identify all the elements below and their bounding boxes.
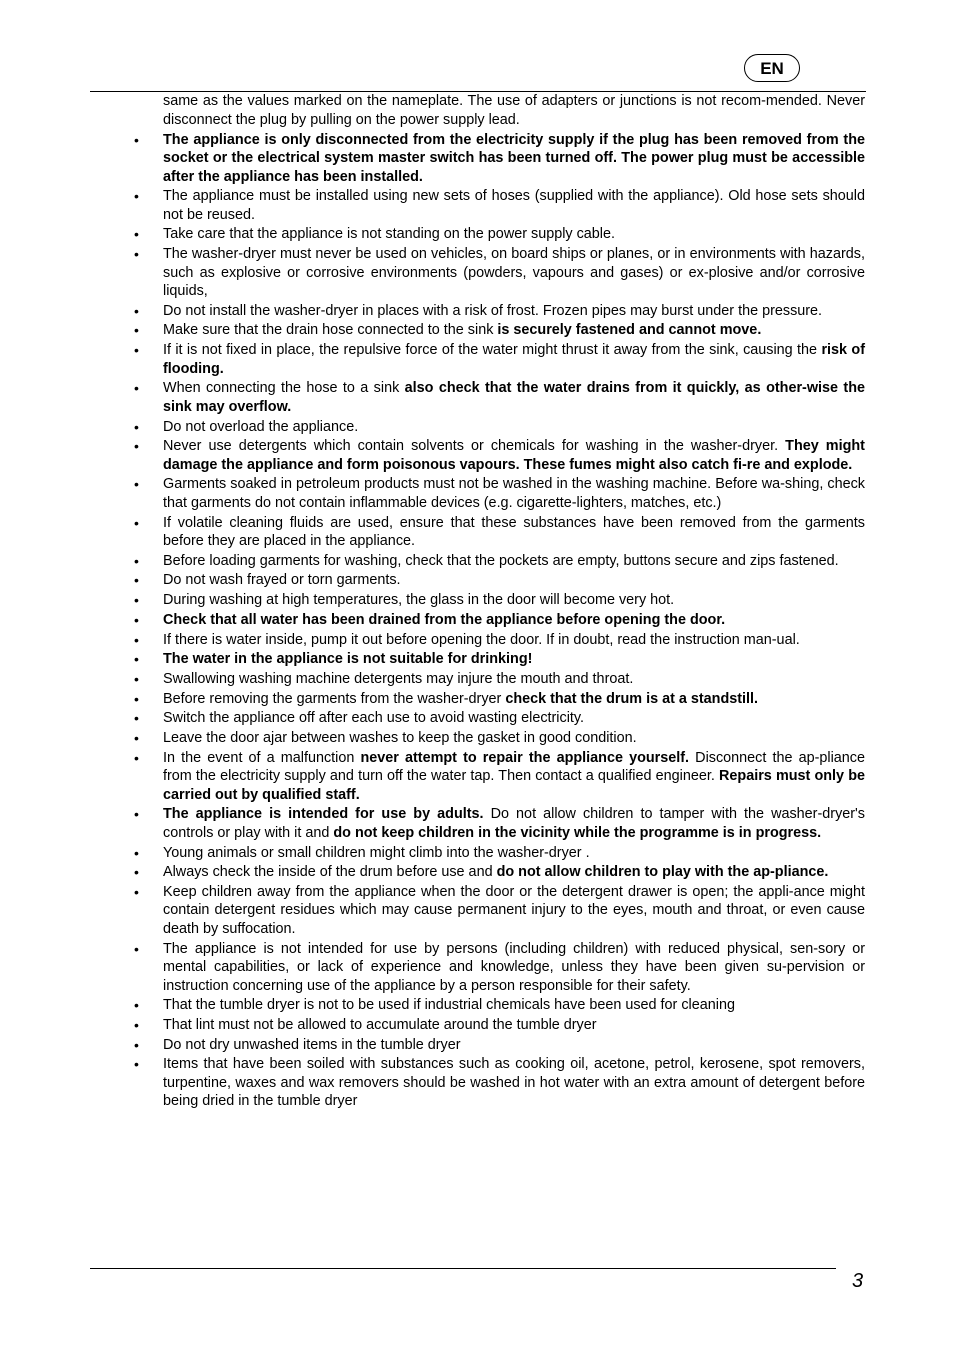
list-item <box>163 709 865 728</box>
list-item <box>163 591 865 610</box>
list-item <box>163 611 865 630</box>
list-item <box>163 883 865 939</box>
list-item <box>163 418 865 437</box>
list-item <box>163 437 865 474</box>
list-item <box>163 302 865 321</box>
list-item <box>163 571 865 590</box>
footer-rule <box>90 1268 836 1269</box>
text: Do not dry unwashed items in the tumble dryer <box>163 1036 461 1053</box>
list-item <box>163 805 865 842</box>
text: That the tumble dryer is not to be used if industrial chemicals have been used for cleaning <box>163 997 735 1014</box>
list-item <box>163 863 865 882</box>
list-item <box>163 1055 865 1111</box>
text: Leave the door ajar between washes to keep the gasket in good condition. <box>163 729 637 746</box>
text: Never use detergents which contain solvents or chemicals for washing in the washer-dryer. <box>163 438 786 455</box>
bold-text: The appliance is only disconnected from the electricity supply if the plug has been removed from the socket or the electrical system master switch has been turned off. The power plug must be accessible after the appliance has been installed. <box>163 131 865 185</box>
list-item <box>163 245 865 301</box>
text: Make sure that the drain hose connected to the sink <box>163 322 498 339</box>
bold-text: is securely fastened and cannot move. <box>497 322 762 339</box>
text: Before loading garments for washing, check that the pockets are empty, buttons secure and zips fastened. <box>163 552 839 569</box>
text: If there is water inside, pump it out before opening the door. If in doubt, read the instruction man-ual. <box>163 631 800 648</box>
text: During washing at high temperatures, the glass in the door will become very hot. <box>163 592 675 609</box>
list-item <box>163 844 865 863</box>
bold-text: The water in the appliance is not suitable for drinking! <box>163 651 533 668</box>
list-item <box>163 670 865 689</box>
text: If it is not fixed in place, the repulsive force of the water might thrust it away from the sink, causing the <box>163 342 822 359</box>
text: The washer-dryer must never be used on vehicles, on board ships or planes, or in environments with hazards, such as explosive or corrosive environments (powders, vapours and gases) or ex-plosive and/or corrosive liquids, <box>163 246 865 300</box>
list-item <box>163 341 865 378</box>
safety-instructions <box>163 92 865 1112</box>
list-item <box>163 1036 865 1055</box>
text: When connecting the hose to a sink <box>163 380 405 397</box>
page-number: 3 <box>852 1270 864 1292</box>
list-item <box>163 321 865 340</box>
language-badge: EN <box>744 54 800 82</box>
text: In the event of a malfunction <box>163 749 361 766</box>
text: Swallowing washing machine detergents may injure the mouth and throat. <box>163 670 634 687</box>
bold-text: Check that all water has been drained from the appliance before opening the door. <box>163 611 726 628</box>
text: Items that have been soiled with substances such as cooking oil, acetone, petrol, kerosene, spot removers, turpentine, waxes and wax removers should be washed in hot water with an extra amount of detergent before being dried in the tumble dryer <box>163 1056 865 1110</box>
text: Do not install the washer-dryer in places with a risk of frost. Frozen pipes may burst under the pressure. <box>163 302 823 319</box>
text: Young animals or small children might climb into the washer-dryer . <box>163 844 590 861</box>
bold-text: do not allow children to play with the ap-pliance. <box>496 864 829 881</box>
bullet-list <box>163 131 865 1111</box>
bold-text: Repairs must only be carried out by qualified staff. <box>163 768 865 803</box>
list-item <box>163 996 865 1015</box>
list-item <box>163 475 865 512</box>
text: Do not overload the appliance. <box>163 418 359 435</box>
list-item <box>163 187 865 224</box>
list-item <box>163 650 865 669</box>
bold-text: do not keep children in the vicinity while the programme is in progress. <box>333 824 822 841</box>
list-item <box>163 1016 865 1035</box>
list-item <box>163 940 865 996</box>
bold-text: check that the drum is at a standstill. <box>505 690 759 707</box>
list-item <box>163 729 865 748</box>
bold-text: risk of flooding. <box>163 342 865 377</box>
list-item <box>163 690 865 709</box>
text: Do not wash frayed or torn garments. <box>163 572 401 589</box>
bold-text: The appliance is intended for use by adults. <box>163 806 484 823</box>
text: Do not allow children to tamper with the washer-dryer's controls or play with it and <box>163 806 865 841</box>
text: Disconnect the ap-pliance from the electricity supply and turn off the water tap. Then contact a qualified engineer. <box>163 749 865 785</box>
bold-text: never attempt to repair the appliance yourself. <box>360 749 690 766</box>
text: The appliance must be installed using new sets of hoses (supplied with the appliance). Old hose sets should not be reused. <box>163 188 865 223</box>
lead-paragraph: same as the values marked on the nameplate. The use of adapters or junctions is not recom-mended. Never disconnect the plug by pulling on the power supply lead. <box>163 93 865 128</box>
text: Before removing the garments from the washer-dryer <box>163 690 506 707</box>
text: Garments soaked in petroleum products must not be washed in the washing machine. Before wa-shing, check that garments do not contain inflammable devices (e.g. cigarette-lighters, matches, etc.) <box>163 476 865 511</box>
bold-text: also check that the water drains from it quickly, as other-wise the sink may overflow. <box>163 380 865 415</box>
text: Keep children away from the appliance when the door or the detergent drawer is open; the appli-ance might contain detergent residues which may cause permanent injury to the eyes, mouth and throat, or even cause death by suffocation. <box>163 883 865 937</box>
text: If volatile cleaning fluids are used, ensure that these substances have been removed from the garments before they are placed in the appliance. <box>163 514 865 550</box>
list-item <box>163 749 865 805</box>
list-item <box>163 225 865 244</box>
list-item <box>163 131 865 187</box>
text: That lint must not be allowed to accumulate around the tumble dryer <box>163 1016 597 1033</box>
list-item <box>163 631 865 650</box>
text: Switch the appliance off after each use to avoid wasting electricity. <box>163 710 585 727</box>
list-item <box>163 552 865 571</box>
text: Always check the inside of the drum before use and <box>163 864 497 881</box>
list-item <box>163 379 865 416</box>
list-item <box>163 514 865 551</box>
text: The appliance is not intended for use by persons (including children) with reduced physical, sen-sory or mental capabilities, or lack of experience and knowledge, unless they have been given su-pervision or instruction concerning use of the appliance by a person responsible for their safety. <box>163 940 865 994</box>
text: Take care that the appliance is not standing on the power supply cable. <box>163 226 615 243</box>
bold-text: They might damage the appliance and form poisonous vapours. These fumes might also catch fi-re and explode. <box>163 438 865 473</box>
